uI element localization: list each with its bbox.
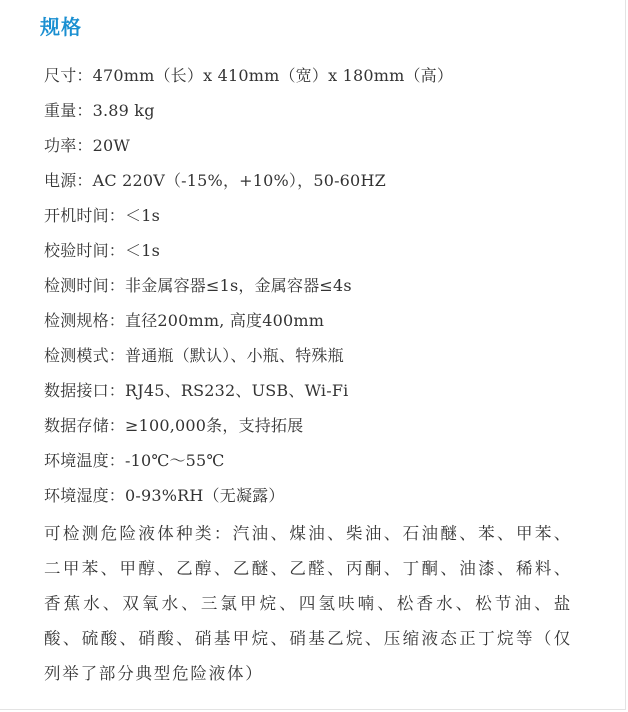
detectable-liquids-paragraph: 可检测危险液体种类：汽油、煤油、柴油、石油醚、苯、甲苯、二甲苯、甲醇、乙醇、乙醚、乙醛、丙酮、丁酮、油漆、稀料、香蕉水、双氧水、三氯甲烷、四氢呋喃、松香水、松节油、盐酸、硫酸、硝酸、硝基甲烷、硝基乙烷、压缩液态正丁烷等（仅列举了部分典型危险液体） [44,524,572,683]
spec-data-interface: 数据接口：RJ45、RS232、USB、Wi-Fi [44,381,349,400]
spec-weight: 重量：3.89 kg [44,101,155,120]
spec-data-storage: 数据存储：≥100,000条，支持拓展 [44,416,304,435]
spec-power: 功率：20W [44,136,131,155]
spec-dimensions: 尺寸：470mm（长）x 410mm（宽）x 180mm（高） [44,66,454,85]
spec-boot-time: 开机时间：＜1s [44,206,160,225]
spec-power-supply: 电源：AC 220V（-15%，+10%），50-60HZ [44,171,386,190]
spec-list [44,58,584,513]
spec-detection-mode: 检测模式：普通瓶（默认）、小瓶、特殊瓶 [44,346,344,365]
spec-ambient-temperature: 环境温度：-10℃～55℃ [44,451,225,470]
spec-calibration-time: 校验时间：＜1s [44,241,160,260]
spec-detection-time: 检测时间：非金属容器≤1s，金属容器≤4s [44,276,352,295]
spec-detection-size: 检测规格：直径200mm, 高度400mm [44,311,325,330]
section-title: 规格 [40,15,82,39]
spec-ambient-humidity: 环境湿度：0-93%RH（无凝露） [44,486,285,505]
